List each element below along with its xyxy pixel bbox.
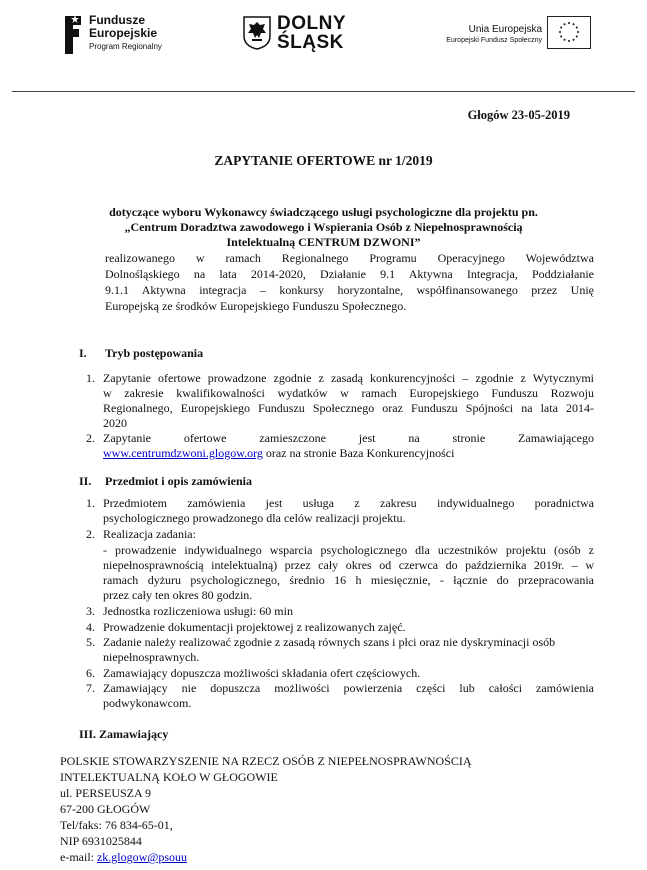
s1-item-2-line-1: Zapytanie ofertowe zamieszczone jest na stronie Zamawiającego xyxy=(103,431,594,445)
s2-item-3-line-1: Jednostka rozliczeniowa usługi: 60 min xyxy=(103,604,293,618)
intro-line-3: 9.1.1 Aktywna integracja – konkursy horyzontalne, współfinansowanego przez Unię xyxy=(105,283,594,297)
section-2-number: II. xyxy=(79,474,92,488)
fe-logo-line3: Program Regionalny xyxy=(89,42,162,51)
subject-line-1: dotyczące wyboru Wykonawcy świadczącego usługi psychologiczne dla projektu pn. xyxy=(109,205,538,219)
email-label: e-mail: xyxy=(60,850,97,864)
intro-line-1: realizowanego w ramach Regionalnego Programu Operacyjnego Województwa xyxy=(105,251,594,265)
fe-logo-line1: Fundusze xyxy=(89,13,145,27)
eu-logo-line2: Europejski Fundusz Społeczny xyxy=(446,37,542,44)
s1-item-1-line-4: 2020 xyxy=(103,416,127,430)
header-divider xyxy=(12,91,635,92)
dolny-slask-logo xyxy=(243,14,363,58)
intro-line-2: Dolnośląskiego na lata 2014-2020, Działanie 9.1 Aktywna Integracja, Poddziałanie xyxy=(105,267,594,281)
s2-item-2-number: 2. xyxy=(86,527,95,541)
s2-item-4-number: 4. xyxy=(86,620,95,634)
s2-item-2-line-4: ramach dyżuru psychologicznego, średnio 16 h miesięcznie, - łącznie do przepracowania xyxy=(103,573,594,587)
fundusze-europejskie-logo xyxy=(62,10,192,62)
s1-item-1-line-3: Regionalnego, Europejskiego Funduszu Społecznego oraz Funduszu Spójności na lata 2014- xyxy=(103,401,594,415)
subject-line-2: „Centrum Doradztwa zawodowego i Wspierania Osób z Niepełnosprawnością xyxy=(124,220,523,234)
fundusze-europejskie-mark-icon xyxy=(62,13,84,57)
section-1-heading: Tryb postępowania xyxy=(105,346,204,360)
contractor-street: ul. PERSEUSZA 9 xyxy=(60,786,152,800)
s1-item-2-line-2 xyxy=(103,446,454,461)
section-2-heading: Przedmiot i opis zamówienia xyxy=(105,474,252,488)
s2-item-3-number: 3. xyxy=(86,604,95,618)
s2-item-5-line-2: niepełnosprawnych. xyxy=(103,650,200,664)
s2-item-7-line-1: Zamawiający nie dopuszcza możliwości powierzenia części lub całości zamówienia xyxy=(103,681,594,695)
contractor-nip: NIP 6931025844 xyxy=(60,834,142,848)
s2-item-5-number: 5. xyxy=(86,635,95,649)
eu-flag-icon xyxy=(547,16,591,49)
contractor-phone: Tel/faks: 76 834-65-01, xyxy=(60,818,173,832)
s2-item-7-line-2: podwykonawcom. xyxy=(103,696,192,710)
ds-logo-line1: DOLNY xyxy=(277,13,346,34)
contractor-city: 67-200 GŁOGÓW xyxy=(60,802,151,816)
s1-item-2-line-2-rest: oraz na stronie Baza Konkurencyjności xyxy=(262,446,455,460)
document-date: Głogów 23-05-2019 xyxy=(467,108,570,122)
section-1-number: I. xyxy=(79,346,87,360)
contractor-name-line-1: POLSKIE STOWARZYSZENIE NA RZECZ OSÓB Z NIEPEŁNOSPRAWNOŚCIĄ xyxy=(60,754,472,768)
s2-item-2-line-3: niepełnosprawnością intelektualną) przez cały okres od czerwca do października 2019r. – w xyxy=(103,558,594,572)
letterhead xyxy=(0,0,647,90)
ds-logo-line2: ŚLĄSK xyxy=(277,32,344,53)
s1-item-1-line-2: w zakresie kwalifikowalności wydatków w ramach Europejskiego Funduszu Rozwoju xyxy=(103,386,594,400)
s2-item-2-line-5: przez cały ten okres 80 godzin. xyxy=(103,588,253,602)
eu-logo-line1: Unia Europejska xyxy=(468,24,542,35)
s2-item-4-line-1: Prowadzenie dokumentacji projektowej z realizowanych zajęć. xyxy=(103,620,406,634)
s1-item-1-number: 1. xyxy=(86,371,95,385)
s2-item-2-line-1: Realizacja zadania: xyxy=(103,527,196,541)
s1-item-2-number: 2. xyxy=(86,431,95,445)
unia-europejska-logo xyxy=(417,16,587,60)
s1-item-1-line-1: Zapytanie ofertowe prowadzone zgodnie z zasadą konkurencyjności – zgodnie z Wytycznymi xyxy=(103,371,594,385)
s2-item-1-line-1: Przedmiotem zamówienia jest usługa z zakresu indywidualnego poradnictwa xyxy=(103,496,594,510)
s2-item-5-line-1: Zadanie należy realizować zgodnie z zasadą równych szans i płci oraz nie dyskryminacji osób xyxy=(103,635,556,649)
eagle-crest-icon xyxy=(243,16,271,50)
subject-line-3: Intelektualną CENTRUM DZWONI” xyxy=(226,235,421,249)
s2-item-6-line-1: Zamawiający dopuszcza możliwości składania ofert częściowych. xyxy=(103,666,421,680)
s2-item-1-number: 1. xyxy=(86,496,95,510)
section-3-heading: III. Zamawiający xyxy=(79,727,169,741)
document-title: ZAPYTANIE OFERTOWE nr 1/2019 xyxy=(214,153,433,168)
s2-item-2-line-2: - prowadzenie indywidualnego wsparcia psychologicznego dla uczestników projektu (osób z xyxy=(103,543,594,557)
contractor-email-line xyxy=(60,850,187,865)
s2-item-1-line-2: psychologicznego prowadzonego dla celów realizacji projektu. xyxy=(103,511,406,525)
contractor-name-line-2: INTELEKTUALNĄ KOŁO W GŁOGOWIE xyxy=(60,770,278,784)
s2-item-7-number: 7. xyxy=(86,681,95,695)
email-link[interactable]: zk.glogow@psouu xyxy=(96,850,188,864)
intro-line-4: Europejską ze środków Europejskiego Funduszu Społecznego. xyxy=(105,299,407,313)
fe-logo-line2: Europejskie xyxy=(89,26,158,40)
s2-item-6-number: 6. xyxy=(86,666,95,680)
centrumdzwoni-link[interactable]: www.centrumdzwoni.glogow.org xyxy=(103,446,263,460)
